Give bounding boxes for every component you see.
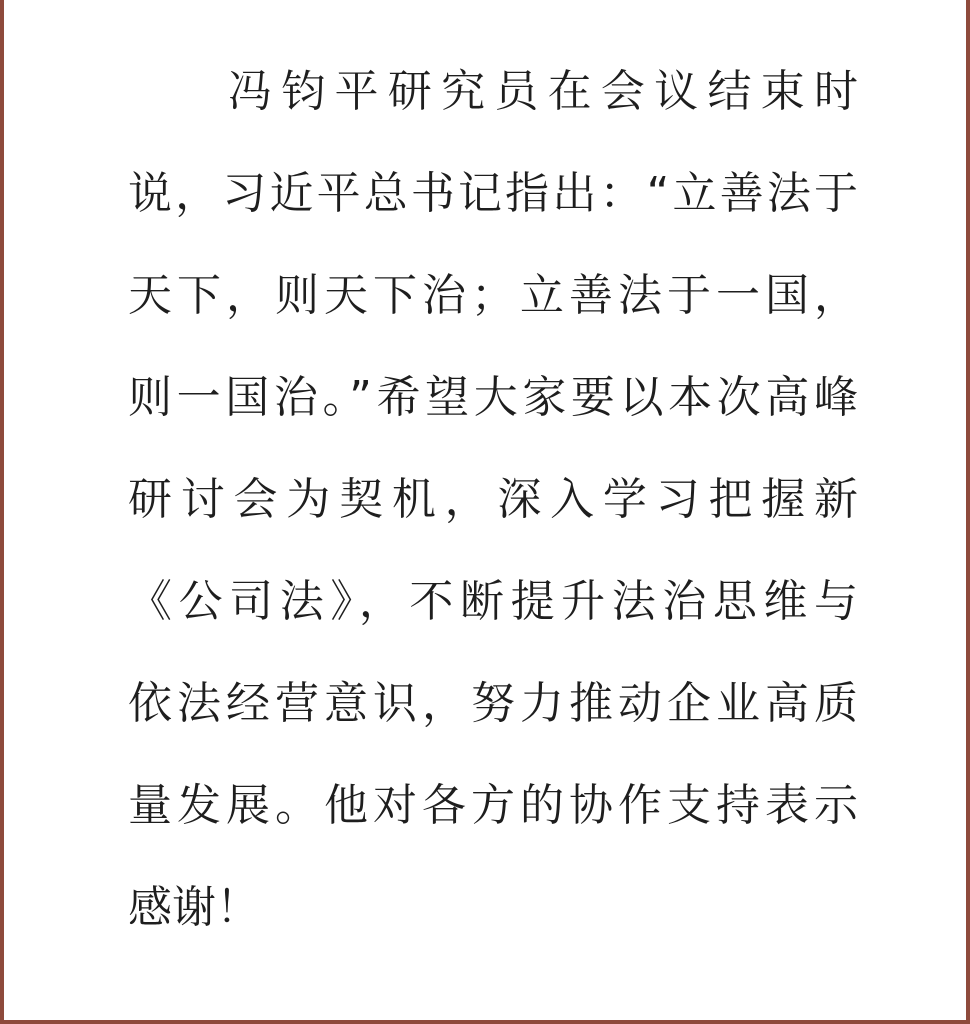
- paragraph-line: 则一国治。”希望大家要以本次高峰: [128, 372, 858, 423]
- paragraph-line: 量发展。他对各方的协作支持表示: [128, 780, 858, 831]
- paragraph-line: 说，习近平总书记指出：“立善法于: [128, 168, 858, 219]
- paragraph-line: 依法经营意识，努力推动企业高质: [128, 678, 858, 729]
- paragraph-line: 天下，则天下治；立善法于一国，: [128, 270, 858, 321]
- paragraph-line: 感谢！: [128, 882, 260, 933]
- paragraph-line: 冯钧平研究员在会议结束时: [228, 66, 858, 117]
- paragraph-line: 研讨会为契机，深入学习把握新: [128, 474, 858, 525]
- paragraph-line: 《公司法》，不断提升法治思维与: [128, 576, 858, 627]
- article-paragraph: [128, 55, 858, 973]
